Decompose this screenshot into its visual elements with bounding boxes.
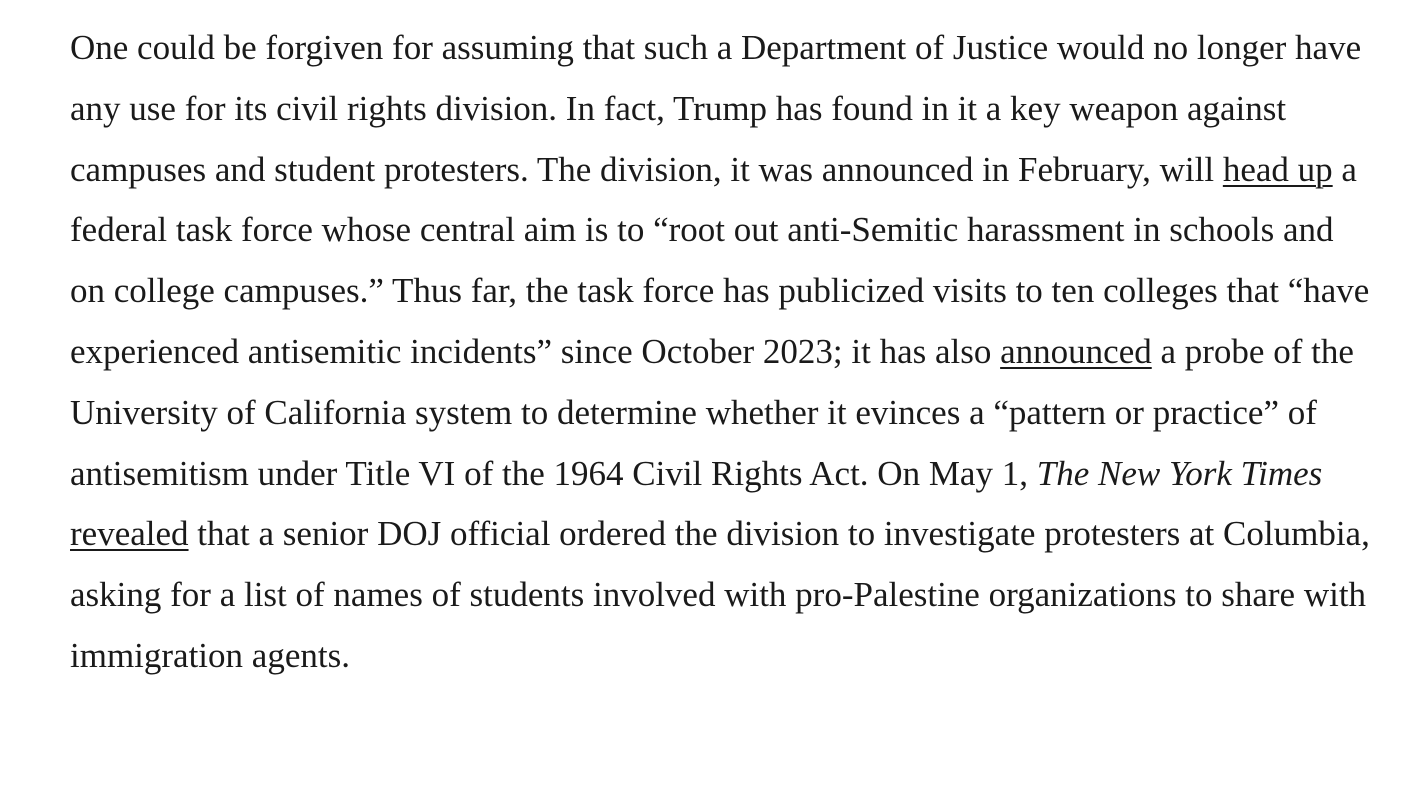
head-up-link[interactable]: head up bbox=[1222, 149, 1333, 189]
publication-name: The New York Times bbox=[1036, 453, 1323, 493]
article-body bbox=[70, 18, 1370, 687]
revealed-link[interactable]: revealed bbox=[70, 514, 189, 554]
paragraph-text-5: that a senior DOJ official ordered the division to investigate protesters at Columbia, asking for a list of names of students involved with pro-Palestine organizations to share with immigration agents. bbox=[70, 514, 1370, 675]
paragraph-text-1: One could be forgiven for assuming that such a Department of Justice would no longer have any use for its civil rights division. In fact, Trump has found in it a key weapon against campuses and student protesters. The division, it was announced in February, will bbox=[70, 28, 1362, 189]
paragraph-text-2: a federal task force whose central aim is to “root out anti-Semitic harassment in schools and on college campuses.” Thus far, the task force has publicized visits to ten colleges that “have experienced antisemitic incidents” since October 2023; it has also bbox=[70, 149, 1370, 371]
article-paragraph bbox=[70, 18, 1370, 687]
announced-link[interactable]: announced bbox=[1000, 331, 1152, 371]
paragraph-text-3: a probe of the University of California system to determine whether it evinces a “pattern or practice” of antisemitism under Title VI of the 1964 Civil Rights Act. On May 1, bbox=[70, 331, 1354, 493]
